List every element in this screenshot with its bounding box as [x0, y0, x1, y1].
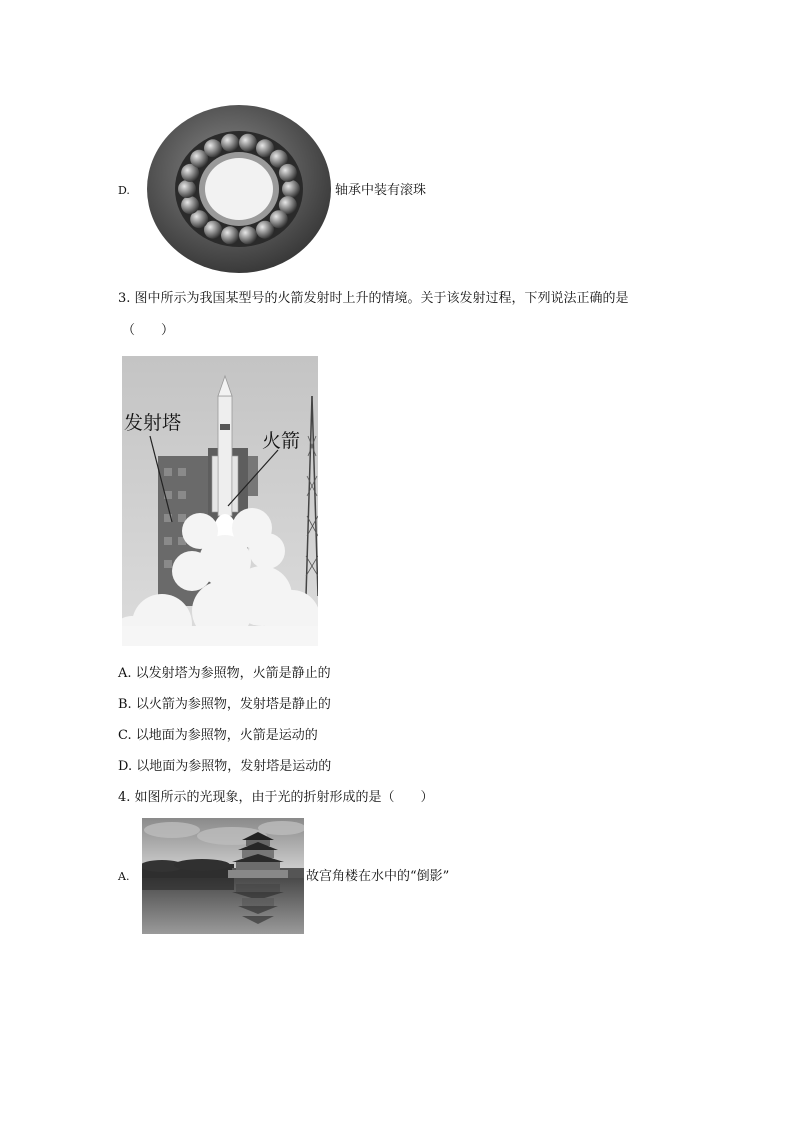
bearing-ball [221, 226, 239, 244]
bearing-ball [239, 226, 257, 244]
question-3-stem: 3. 图中所示为我国某型号的火箭发射时上升的情境。关于该发射过程，下列说法正确的是 [118, 291, 629, 306]
question-3-option-c: C. 以地面为参照物，火箭是运动的 [118, 728, 318, 743]
bearing-ball [178, 180, 196, 198]
option-label-d: D. [118, 184, 130, 197]
corner-tower-image [142, 818, 304, 934]
bearing-ball [282, 180, 300, 198]
question-3-option-d: D. 以地面为参照物，发射塔是运动的 [118, 759, 332, 774]
corner-tower-drawing [142, 818, 304, 934]
rocket-label: 火箭 [262, 430, 301, 452]
bearing-ball [221, 134, 239, 152]
bearing-ball [256, 221, 274, 239]
question-3-paren: （ ） [122, 323, 175, 338]
option-text-d: 轴承中装有滚珠 [335, 183, 427, 198]
bearing-ball [279, 164, 297, 182]
question-3-option-b: B. 以火箭为参照物，发射塔是静止的 [118, 697, 331, 712]
question-4-stem: 4. 如图所示的光现象，由于光的折射形成的是（ ） [118, 790, 434, 805]
bearing-drawing [145, 103, 333, 275]
question-4-option-a-text: 故宫角楼在水中的“倒影” [306, 869, 450, 884]
question-3-option-a: A. 以发射塔为参照物，火箭是静止的 [118, 666, 331, 681]
question-4-option-a-label: A. [118, 870, 130, 883]
tower-label: 发射塔 [124, 412, 182, 434]
bearing-ball [239, 134, 257, 152]
bearing-ball [204, 139, 222, 157]
rocket-drawing [122, 356, 318, 646]
rocket-launch-image [122, 356, 318, 646]
bearing-ball [181, 196, 199, 214]
bearing-image [145, 103, 333, 275]
